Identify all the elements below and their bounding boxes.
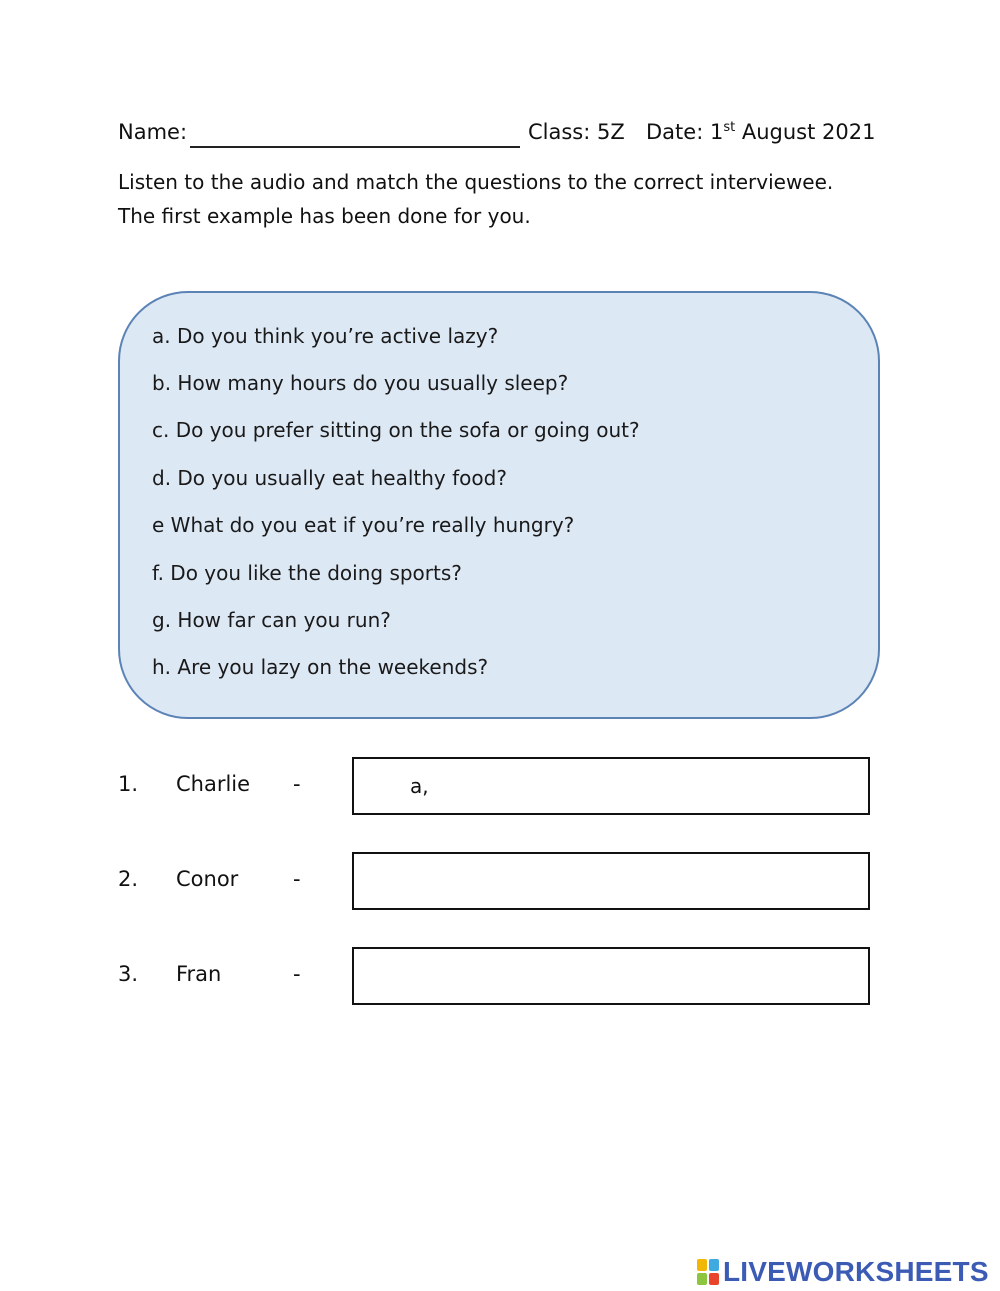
date-suffix: August 2021 bbox=[735, 120, 876, 144]
date-superscript: st bbox=[723, 120, 736, 135]
date-label bbox=[646, 120, 875, 144]
logo-square-4 bbox=[709, 1273, 719, 1285]
logo-square-3 bbox=[697, 1273, 707, 1285]
interviewee-fran: Fran bbox=[176, 962, 222, 986]
answer-input-charlie[interactable] bbox=[352, 757, 870, 815]
question-e: e What do you eat if you’re really hungry? bbox=[152, 513, 575, 537]
liveworksheets-logo-text: LIVEWORKSHEETS bbox=[723, 1256, 989, 1287]
row-dash-2: - bbox=[293, 867, 301, 891]
row-dash-1: - bbox=[293, 772, 301, 796]
answer-input-conor[interactable] bbox=[352, 852, 870, 910]
row-number-2: 2. bbox=[118, 867, 139, 891]
question-f: f. Do you like the doing sports? bbox=[152, 561, 462, 585]
liveworksheets-logo bbox=[697, 1256, 989, 1288]
logo-square-1 bbox=[697, 1259, 707, 1271]
class-label: Class: 5Z bbox=[528, 120, 625, 144]
row-number-1: 1. bbox=[118, 772, 139, 796]
name-label: Name: bbox=[118, 120, 188, 144]
question-h: h. Are you lazy on the weekends? bbox=[152, 655, 489, 679]
question-c: c. Do you prefer sitting on the sofa or going out? bbox=[152, 418, 640, 442]
row-number-3: 3. bbox=[118, 962, 139, 986]
question-b: b. How many hours do you usually sleep? bbox=[152, 371, 569, 395]
answer-input-fran[interactable] bbox=[352, 947, 870, 1005]
logo-square-2 bbox=[709, 1259, 719, 1271]
instruction-line-2: The first example has been done for you. bbox=[118, 204, 531, 228]
interviewee-conor: Conor bbox=[176, 867, 239, 891]
interviewee-charlie: Charlie bbox=[176, 772, 251, 796]
name-line[interactable] bbox=[190, 146, 520, 148]
question-a: a. Do you think you’re active lazy? bbox=[152, 324, 499, 348]
date-prefix: Date: 1 bbox=[646, 120, 724, 144]
question-g: g. How far can you run? bbox=[152, 608, 391, 632]
row-dash-3: - bbox=[293, 962, 301, 986]
question-d: d. Do you usually eat healthy food? bbox=[152, 466, 507, 490]
instruction-line-1: Listen to the audio and match the questions to the correct interviewee. bbox=[118, 170, 834, 194]
liveworksheets-logo-icon bbox=[697, 1259, 719, 1285]
